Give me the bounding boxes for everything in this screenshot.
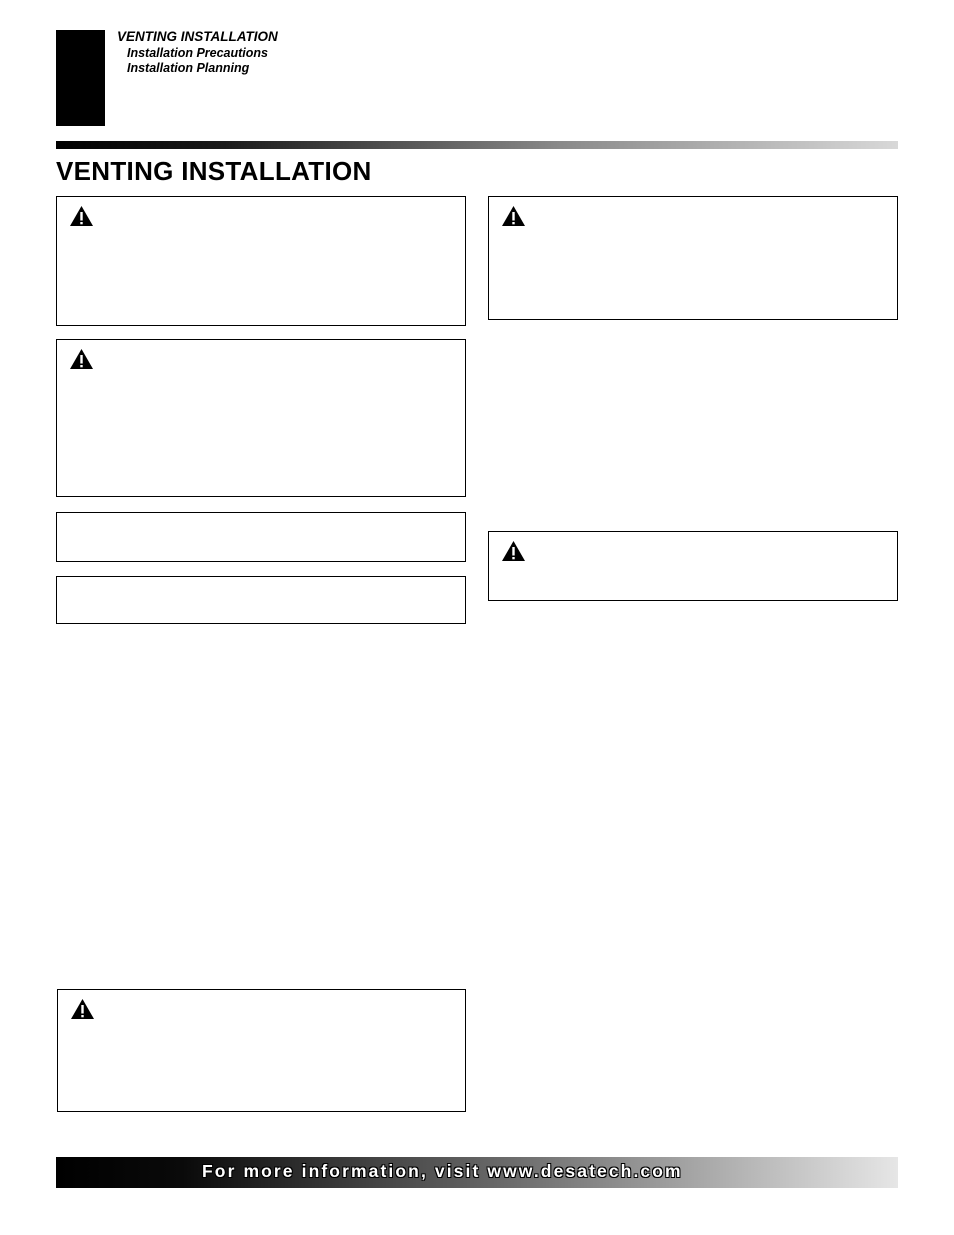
section-tab-marker [56,30,105,126]
warning-triangle-icon [69,205,94,227]
footer-info-link[interactable]: For more information, visit www.desatech.com [202,1161,683,1181]
notice-box-1 [56,512,466,562]
footer-bar [56,1157,898,1188]
warning-triangle-icon [70,998,95,1020]
notice-box-2 [56,576,466,624]
warning-box-3 [57,989,466,1112]
header-subsection-precautions: Installation Precautions [127,46,269,60]
warning-box-4 [488,196,898,320]
page-title: VENTING INSTALLATION [56,156,372,186]
header-gradient-rule [56,141,898,149]
warning-triangle-icon [501,205,526,227]
warning-triangle-icon [69,348,94,370]
header-section-title: VENTING INSTALLATION [117,29,278,44]
warning-box-2 [56,339,466,497]
warning-triangle-icon [501,540,526,562]
header-subsection-planning: Installation Planning [127,61,250,75]
warning-box-1 [56,196,466,326]
warning-box-5 [488,531,898,601]
